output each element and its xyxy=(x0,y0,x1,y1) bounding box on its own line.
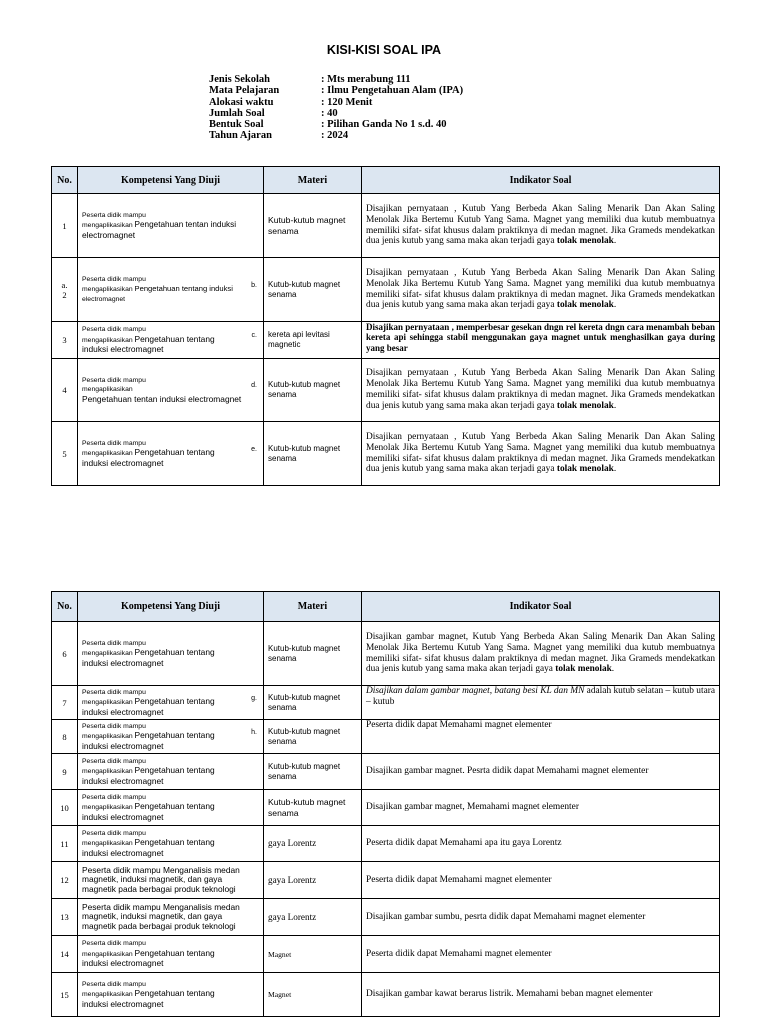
komp-line: induksi electromagnet xyxy=(82,657,164,668)
komp-line: Peserta didik mampu xyxy=(82,757,146,765)
indikator-dot: . xyxy=(613,400,617,411)
komp-line: Peserta didik mampu xyxy=(82,639,146,647)
komp-fragment: mengaplikasikan xyxy=(82,991,135,999)
komp-line: Pengetahuan tentan induksi electromagnet xyxy=(82,393,242,404)
komp-fragment: mengaplikasikan xyxy=(82,450,135,458)
row-number: 15 xyxy=(52,973,78,1017)
meta-key: Tahun Ajaran xyxy=(209,130,272,142)
table-row xyxy=(52,194,720,258)
indikator-cell: Disajikan pernyataan , memperbesar gesekan dngn rel kereta dngn cara menambah beban kereta api sehingga stabil menggunakan gaya magnet untuk menghasilkan gaya during yang besar xyxy=(362,322,720,359)
komp-line: induksi electromagnet xyxy=(82,998,164,1009)
materi-cell: Kutub-kutub magnet senama xyxy=(264,720,362,754)
table-row xyxy=(52,258,720,322)
indikator-cell: Peserta didik dapat Memahami magnet elementer xyxy=(362,936,720,973)
kisi-table-2 xyxy=(51,591,720,1017)
table-header xyxy=(52,167,720,194)
indikator-bold: tolak menolak xyxy=(555,664,612,675)
indikator-cell xyxy=(362,194,720,258)
komp-line: Peserta didik mampu xyxy=(82,688,146,696)
komp-fragment: Pengetahuan tentang induksi xyxy=(134,284,233,294)
indikator-text: Disajikan pernyataan , Kutub Yang Berbeda Akan Saling Menarik Dan Akan Saling Menolak Jika Bertemu Kutub Yang Sama. Magnet yang memiliki dua kutub membuatnya memiliki sifat- sifat khusus dalam praktiknya di medan magnet. Jika Grameds mendekatkan dua jenis kutub yang sama maka akan terjadi gaya xyxy=(366,203,715,247)
document-meta xyxy=(209,74,463,142)
kompetensi-cell xyxy=(78,790,264,826)
materi-cell: Kutub-kutub magnet senama xyxy=(264,622,362,686)
table-row xyxy=(52,754,720,790)
row-number: 11 xyxy=(52,826,78,862)
komp-fragment: mengaplikasikan xyxy=(82,733,135,741)
row-number: 7 xyxy=(52,686,78,720)
meta-key: Bentuk Soal xyxy=(209,119,264,131)
row-number: 9 xyxy=(52,754,78,790)
komp-fragment: Pengetahuan tentang xyxy=(134,837,215,848)
komp-line: Peserta didik mampu Menganalisis medan xyxy=(82,901,240,912)
list-marker: b. xyxy=(251,281,257,289)
komp-line: induksi electromagnet xyxy=(82,344,164,355)
kompetensi-cell xyxy=(78,322,264,359)
header-kompetensi: Kompetensi Yang Diuji xyxy=(78,592,264,622)
komp-line xyxy=(82,284,259,295)
materi-cell: Kutub-kutub magnet senama xyxy=(264,359,362,422)
indikator-bold: tolak menolak xyxy=(556,300,614,311)
meta-row xyxy=(209,130,463,141)
indikator-italic: Disajikan dalam gambar magnet, batang besi KL dan MN xyxy=(366,686,585,696)
list-marker: e. xyxy=(251,445,257,453)
kompetensi-cell xyxy=(78,622,264,686)
komp-line: Peserta didik mampu xyxy=(82,722,146,730)
komp-line: Peserta didik mampu xyxy=(82,940,146,948)
indikator-cell xyxy=(362,359,720,422)
kompetensi-cell xyxy=(78,359,264,422)
komp-line: electromagnet xyxy=(82,295,126,303)
header-materi: Materi xyxy=(264,167,362,194)
komp-line: magnetik pada berbagai produk teknologi xyxy=(82,883,236,894)
header-materi: Materi xyxy=(264,592,362,622)
meta-row xyxy=(209,74,463,85)
materi-cell: gaya Lorentz xyxy=(264,826,362,862)
indikator-cell: Peserta didik dapat Memahami magnet elementer xyxy=(362,720,720,754)
list-marker: g. xyxy=(251,694,257,702)
kompetensi-cell xyxy=(78,826,264,862)
row-number: 6 xyxy=(52,622,78,686)
komp-line: induksi electromagnet xyxy=(82,958,164,969)
materi-cell: gaya Lorentz xyxy=(264,899,362,936)
komp-fragment: mengaplikasikan xyxy=(82,950,135,958)
kompetensi-cell xyxy=(78,686,264,720)
indikator-bold: tolak menolak xyxy=(556,400,614,411)
row-number: 12 xyxy=(52,862,78,899)
komp-line: Peserta didik mampu xyxy=(82,980,146,988)
komp-fragment: mengaplikasikan xyxy=(82,286,135,294)
materi-cell: Magnet xyxy=(264,973,362,1017)
komp-fragment: mengaplikasikan xyxy=(82,840,135,848)
komp-fragment: Pengetahuan tentan induksi xyxy=(134,220,237,230)
meta-row xyxy=(209,85,463,96)
table-row xyxy=(52,899,720,936)
indikator-cell xyxy=(362,686,720,720)
komp-line: Peserta didik mampu xyxy=(82,376,146,384)
kompetensi-cell xyxy=(78,754,264,790)
komp-line: induksi electromagnet xyxy=(82,847,164,858)
indikator-bold: tolak menolak xyxy=(556,464,614,475)
indikator-cell: Disajikan gambar sumbu, pesrta didik dapat Memahami magnet elementer xyxy=(362,899,720,936)
materi-cell: Kutub-kutub magnet senama xyxy=(264,422,362,486)
komp-line: induksi electromagnet xyxy=(82,775,164,786)
kompetensi-cell xyxy=(78,862,264,899)
row-number: 2 xyxy=(62,289,67,300)
materi-cell: Kutub-kutub magnet senama xyxy=(264,258,362,322)
row-number: 4 xyxy=(52,359,78,422)
table-header xyxy=(52,592,720,622)
row-number: 14 xyxy=(52,936,78,973)
row-number: 3 xyxy=(52,322,78,359)
indikator-cell: Peserta didik dapat Memahami apa itu gaya Lorentz xyxy=(362,826,720,862)
meta-value: : Mts merabung 111 xyxy=(321,74,411,85)
indikator-bold: tolak menolak xyxy=(556,236,614,247)
materi-cell: kereta api levitasi magnetic xyxy=(264,322,362,359)
list-marker: c. xyxy=(251,332,257,339)
komp-fragment: Pengetahuan tentang xyxy=(134,447,215,458)
komp-line: magnetik, induksi magnetik, dan gaya xyxy=(82,911,223,922)
meta-key: Mata Pelajaran xyxy=(209,85,280,97)
meta-key: Jumlah Soal xyxy=(209,107,265,119)
meta-row xyxy=(209,119,463,130)
komp-fragment: Pengetahuan tentang xyxy=(134,333,215,344)
materi-cell: Magnet xyxy=(264,936,362,973)
kompetensi-cell xyxy=(78,194,264,258)
materi-cell: Kutub-kutub magnet senama xyxy=(264,194,362,258)
indikator-cell xyxy=(362,622,720,686)
komp-line: Peserta didik mampu xyxy=(82,275,146,283)
header-no: No. xyxy=(52,592,78,622)
meta-key: Alokasi waktu xyxy=(209,96,274,108)
indikator-dot: . xyxy=(613,236,617,247)
meta-value: : Ilmu Pengetahuan Alam (IPA) xyxy=(321,85,464,97)
kompetensi-cell xyxy=(78,936,264,973)
kisi-table-1 xyxy=(51,166,720,486)
indikator-text: Disajikan gambar magnet, Kutub Yang Berbeda Akan Saling Menarik Dan Akan Saling Menolak Jika Bertemu Kutub Yang Sama. Magnet yang memiliki dua kutub membuatnya memiliki sifat- sifat khusus dalam praktiknya di medan magnet. Jika Grameds mendekatkan dua jenis kutub yang sama maka akan terjadi gaya xyxy=(366,632,715,675)
row-number: 13 xyxy=(52,899,78,936)
komp-fragment: Pengetahuan tentang xyxy=(134,801,215,812)
indikator-text: Disajikan pernyataan , Kutub Yang Berbeda Akan Saling Menarik Dan Akan Saling Menolak Jika Bertemu Kutub Yang Sama. Magnet yang memiliki dua kutub membuatnya memiliki sifat- sifat khusus dalam praktiknya di medan magnet. Jika Grameds mendekatkan dua jenis kutub yang sama maka akan terjadi gaya xyxy=(366,368,715,411)
list-marker: d. xyxy=(251,382,257,389)
indikator-cell: Disajikan gambar kawat berarus listrik. Memahami beban magnet elementer xyxy=(362,973,720,1017)
komp-line: magnetik pada berbagai produk teknologi xyxy=(82,920,236,931)
row-number: 5 xyxy=(52,422,78,486)
komp-line: electromagnet xyxy=(82,229,136,240)
meta-key: Jenis Sekolah xyxy=(209,74,270,85)
kompetensi-cell xyxy=(78,899,264,936)
komp-fragment: mengaplikasikan xyxy=(82,699,135,707)
indikator-cell: Disajikan gambar magnet, Memahami magnet elementer xyxy=(362,790,720,826)
table-row xyxy=(52,790,720,826)
komp-line: magnetik, induksi magnetik, dan gaya xyxy=(82,874,223,885)
komp-line: Peserta didik mampu Menganalisis medan xyxy=(82,864,240,875)
komp-line: induksi electromagnet xyxy=(82,740,164,751)
indikator-dot: . xyxy=(613,300,617,311)
indikator-text: adalah kutub selatan – kutub utara – kutub xyxy=(366,686,716,707)
list-marker: a. xyxy=(61,279,68,290)
meta-value: : 120 Menit xyxy=(321,96,373,108)
row-number: 8 xyxy=(52,720,78,754)
table-row xyxy=(52,862,720,899)
kompetensi-cell xyxy=(78,973,264,1017)
komp-fragment: Pengetahuan tentang xyxy=(134,696,215,707)
indikator-cell: Peserta didik dapat Memahami magnet elementer xyxy=(362,862,720,899)
komp-line: Peserta didik mampu xyxy=(82,439,146,447)
komp-fragment: mengaplikasikan xyxy=(82,650,135,658)
komp-line: induksi electromagnet xyxy=(82,811,164,822)
table-row xyxy=(52,936,720,973)
list-marker: h. xyxy=(251,728,257,736)
komp-line: Peserta didik mampu xyxy=(82,326,146,334)
table-row xyxy=(52,826,720,862)
header-no: No. xyxy=(52,167,78,194)
komp-fragment: mengaplikasikan xyxy=(82,768,135,776)
komp-line: Peserta didik mampu xyxy=(82,211,146,219)
materi-cell: Kutub-kutub magnet senama xyxy=(264,686,362,720)
komp-line: induksi electromagnet xyxy=(82,457,164,468)
page-title: KISI-KISI SOAL IPA xyxy=(326,43,442,57)
komp-fragment: Pengetahuan tentang xyxy=(134,988,215,999)
table-row xyxy=(52,359,720,422)
table-row xyxy=(52,622,720,686)
table-row xyxy=(52,720,720,754)
meta-value: : 2024 xyxy=(321,130,349,142)
table-row xyxy=(52,422,720,486)
row-number: 1 xyxy=(52,194,78,258)
kompetensi-cell xyxy=(78,422,264,486)
indikator-cell xyxy=(362,422,720,486)
table-row xyxy=(52,686,720,720)
materi-cell: Kutub-kutub magnet senama xyxy=(264,754,362,790)
komp-line: Peserta didik mampu xyxy=(82,829,146,837)
komp-fragment: mengaplikasikan xyxy=(82,804,135,812)
meta-row xyxy=(209,108,463,119)
table-row xyxy=(52,973,720,1017)
komp-line: induksi electromagnet xyxy=(82,706,164,717)
meta-value: : 40 xyxy=(321,107,338,119)
meta-value: : Pilihan Ganda No 1 s.d. 40 xyxy=(321,119,447,131)
indikator-dot: . xyxy=(613,464,617,475)
meta-row xyxy=(209,97,463,108)
header-kompetensi: Kompetensi Yang Diuji xyxy=(78,167,264,194)
header-indikator: Indikator Soal xyxy=(362,167,720,194)
kompetensi-cell xyxy=(78,258,264,322)
indikator-cell: Disajikan gambar magnet. Pesrta didik dapat Memahami magnet elementer xyxy=(362,754,720,790)
row-number-cell xyxy=(52,258,78,322)
indikator-dot: . xyxy=(611,664,615,675)
komp-line: mengaplikasikan xyxy=(82,386,133,394)
materi-cell: Kutub-kutub magnet senama xyxy=(264,790,362,826)
kompetensi-cell xyxy=(78,720,264,754)
indikator-cell xyxy=(362,258,720,322)
komp-fragment: mengaplikasikan xyxy=(82,222,135,230)
komp-fragment: Pengetahuan tentang xyxy=(134,947,215,958)
row-number: 10 xyxy=(52,790,78,826)
komp-line: Peserta didik mampu xyxy=(82,793,146,801)
header-indikator: Indikator Soal xyxy=(362,592,720,622)
komp-fragment: Pengetahuan tentang xyxy=(134,647,215,658)
komp-fragment: Pengetahuan tentang xyxy=(134,730,215,741)
table-row xyxy=(52,322,720,359)
komp-fragment: Pengetahuan tentang xyxy=(134,765,215,776)
materi-cell: gaya Lorentz xyxy=(264,862,362,899)
indikator-text: Disajikan pernyataan , Kutub Yang Berbeda Akan Saling Menarik Dan Akan Saling Menolak Jika Bertemu Kutub Yang Sama. Magnet yang memiliki dua kutub membuatnya memiliki sifat- sifat khusus dalam praktiknya di medan magnet. Jika Grameds mendekatkan dua jenis kutub yang sama maka akan terjadi gaya xyxy=(366,267,715,311)
komp-fragment: mengaplikasikan xyxy=(82,336,135,344)
indikator-text: Disajikan pernyataan , Kutub Yang Berbeda Akan Saling Menarik Dan Akan Saling Menolak Jika Bertemu Kutub Yang Sama. Magnet yang memiliki dua kutub membuatnya memiliki sifat- sifat khusus dalam praktiknya di medan magnet. Jika Grameds mendekatkan dua jenis kutub yang sama maka akan terjadi gaya xyxy=(366,431,715,475)
